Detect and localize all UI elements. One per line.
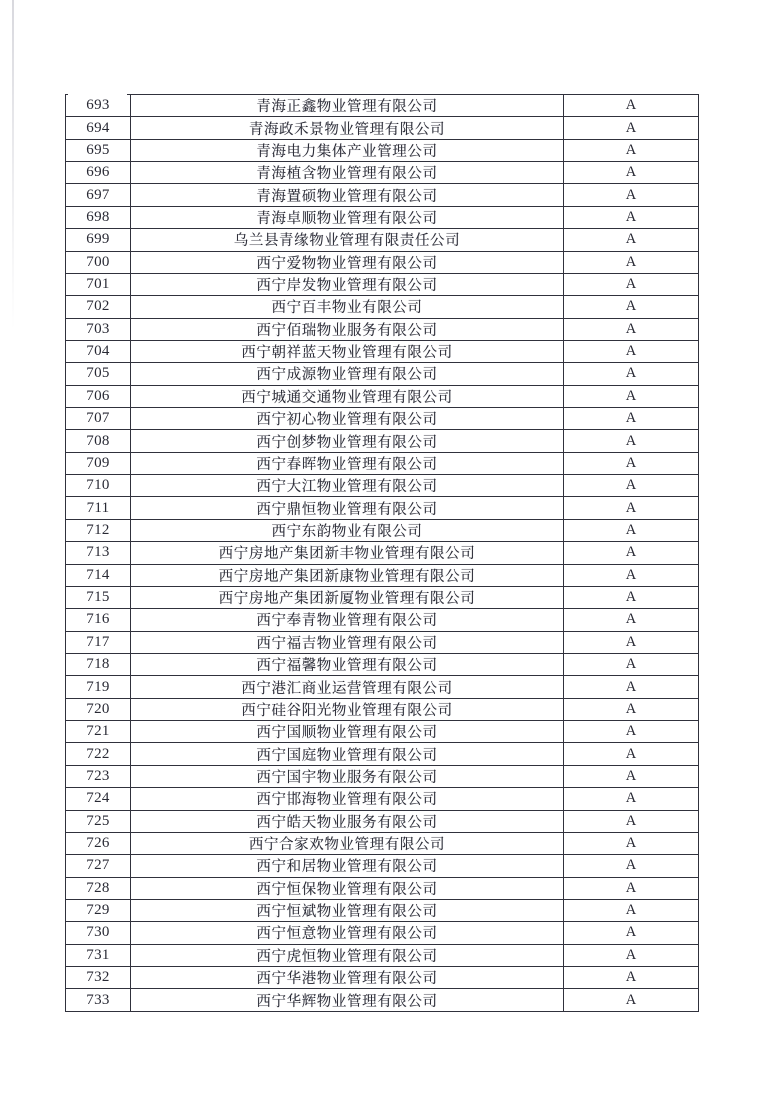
company-name-cell bbox=[131, 273, 564, 295]
grade-cell bbox=[564, 564, 699, 586]
table-row bbox=[66, 922, 699, 944]
company-name: 西宁国庭物业管理有限公司 bbox=[256, 747, 438, 764]
company-name-cell bbox=[131, 497, 564, 519]
company-name-cell bbox=[131, 832, 564, 854]
company-name: 青海卓顺物业管理有限公司 bbox=[256, 210, 438, 227]
grade-cell bbox=[564, 497, 699, 519]
company-name-cell bbox=[131, 475, 564, 497]
company-name-cell bbox=[131, 877, 564, 899]
table-row bbox=[66, 564, 699, 586]
company-name: 西宁佰瑞物业服务有限公司 bbox=[256, 322, 438, 339]
table-row bbox=[66, 765, 699, 787]
company-name: 西宁国宇物业服务有限公司 bbox=[256, 769, 438, 786]
company-name-cell bbox=[131, 519, 564, 541]
table-row bbox=[66, 273, 699, 295]
company-name-cell bbox=[131, 676, 564, 698]
row-number: 729 bbox=[86, 902, 110, 919]
company-name: 青海植含物业管理有限公司 bbox=[256, 166, 438, 183]
grade-cell bbox=[564, 452, 699, 474]
grade-cell bbox=[564, 206, 699, 228]
company-name: 乌兰县青缘物业管理有限责任公司 bbox=[233, 233, 461, 250]
grade-cell bbox=[564, 944, 699, 966]
table-row bbox=[66, 855, 699, 877]
row-number-cell bbox=[66, 989, 131, 1012]
table-row bbox=[66, 810, 699, 832]
grade-value: A bbox=[625, 700, 637, 717]
company-name-cell bbox=[131, 184, 564, 206]
row-number-cell bbox=[66, 408, 131, 430]
row-number-cell bbox=[66, 497, 131, 519]
row-number: 712 bbox=[86, 522, 110, 538]
grade-cell bbox=[564, 698, 699, 720]
grade-value: A bbox=[625, 611, 637, 628]
row-number-cell bbox=[66, 967, 131, 989]
table-row bbox=[66, 519, 699, 541]
company-name: 西宁房地产集团新康物业管理有限公司 bbox=[218, 568, 476, 585]
table-row bbox=[66, 609, 699, 631]
table-row bbox=[66, 385, 699, 407]
grade-value: A bbox=[625, 522, 637, 538]
row-number: 710 bbox=[86, 477, 110, 494]
row-number-cell bbox=[66, 653, 131, 675]
grade-value: A bbox=[625, 790, 637, 807]
table-row bbox=[66, 676, 699, 698]
table-row bbox=[66, 340, 699, 362]
grade-cell bbox=[564, 810, 699, 832]
table-row bbox=[66, 989, 699, 1012]
company-name-cell bbox=[131, 564, 564, 586]
company-name-cell bbox=[131, 653, 564, 675]
row-number-cell bbox=[66, 698, 131, 720]
row-number-cell bbox=[66, 184, 131, 206]
company-name-cell bbox=[131, 385, 564, 407]
company-name-cell bbox=[131, 922, 564, 944]
company-name-cell bbox=[131, 586, 564, 608]
company-name: 青海置硕物业管理有限公司 bbox=[256, 188, 438, 205]
table-row bbox=[66, 475, 699, 497]
row-number: 702 bbox=[86, 298, 110, 315]
company-name: 西宁成源物业管理有限公司 bbox=[256, 367, 438, 384]
row-number-cell bbox=[66, 542, 131, 564]
row-number-cell bbox=[66, 229, 131, 251]
row-number-cell bbox=[66, 475, 131, 497]
company-name-cell bbox=[131, 318, 564, 340]
row-number: 722 bbox=[86, 745, 110, 762]
company-name: 青海电力集体产业管理公司 bbox=[256, 143, 438, 160]
grade-value: A bbox=[625, 656, 637, 673]
grade-value: A bbox=[625, 969, 637, 986]
row-number-cell bbox=[66, 139, 131, 161]
table-row bbox=[66, 206, 699, 228]
table-row bbox=[66, 251, 699, 273]
grade-cell bbox=[564, 765, 699, 787]
company-name: 西宁岸发物业管理有限公司 bbox=[256, 278, 438, 295]
company-name: 西宁鼎恒物业管理有限公司 bbox=[256, 501, 438, 518]
row-number-cell bbox=[66, 95, 131, 117]
row-number: 704 bbox=[86, 343, 110, 360]
grade-value: A bbox=[625, 566, 637, 583]
grade-value: A bbox=[625, 97, 637, 114]
company-name: 西宁恒斌物业管理有限公司 bbox=[256, 904, 438, 921]
row-number-cell bbox=[66, 363, 131, 385]
table-row bbox=[66, 788, 699, 810]
company-name-cell bbox=[131, 162, 564, 184]
row-number-cell bbox=[66, 117, 131, 139]
grade-value: A bbox=[625, 946, 637, 963]
grade-cell bbox=[564, 229, 699, 251]
row-number: 701 bbox=[86, 276, 110, 293]
table-row bbox=[66, 542, 699, 564]
rating-table-body bbox=[66, 95, 699, 1012]
grade-value: A bbox=[625, 164, 637, 181]
company-name: 青海正鑫物业管理有限公司 bbox=[256, 99, 438, 116]
company-name: 西宁百丰物业有限公司 bbox=[271, 300, 423, 317]
grade-value: A bbox=[625, 924, 637, 941]
grade-cell bbox=[564, 586, 699, 608]
row-number: 725 bbox=[86, 812, 110, 829]
company-name: 西宁城通交通物业管理有限公司 bbox=[241, 389, 453, 406]
row-number-cell bbox=[66, 609, 131, 631]
grade-cell bbox=[564, 542, 699, 564]
table-row bbox=[66, 743, 699, 765]
row-number-cell bbox=[66, 452, 131, 474]
row-number: 698 bbox=[86, 208, 110, 225]
company-name: 西宁福馨物业管理有限公司 bbox=[256, 658, 438, 675]
row-number: 703 bbox=[86, 320, 110, 337]
grade-value: A bbox=[625, 633, 637, 650]
row-number: 706 bbox=[86, 387, 110, 404]
company-name-cell bbox=[131, 788, 564, 810]
table-row bbox=[66, 318, 699, 340]
table-row bbox=[66, 139, 699, 161]
grade-value: A bbox=[625, 835, 637, 852]
grade-cell bbox=[564, 273, 699, 295]
row-number-cell bbox=[66, 162, 131, 184]
company-name: 西宁和居物业管理有限公司 bbox=[256, 859, 438, 876]
company-name: 西宁硅谷阳光物业管理有限公司 bbox=[241, 702, 453, 719]
company-name: 西宁恒保物业管理有限公司 bbox=[256, 881, 438, 898]
company-name: 西宁奉青物业管理有限公司 bbox=[256, 613, 438, 630]
row-number-cell bbox=[66, 340, 131, 362]
company-name-cell bbox=[131, 296, 564, 318]
row-number: 728 bbox=[86, 879, 110, 896]
company-name: 西宁房地产集团新丰物业管理有限公司 bbox=[218, 546, 476, 563]
row-number: 693 bbox=[86, 97, 110, 114]
grade-value: A bbox=[625, 320, 637, 337]
row-number-cell bbox=[66, 631, 131, 653]
scan-artifact-line bbox=[12, 0, 14, 330]
table-row bbox=[66, 296, 699, 318]
company-name-cell bbox=[131, 989, 564, 1012]
row-number-cell bbox=[66, 832, 131, 854]
row-number: 694 bbox=[86, 119, 110, 136]
row-number-cell bbox=[66, 519, 131, 541]
grade-cell bbox=[564, 162, 699, 184]
company-name-cell bbox=[131, 810, 564, 832]
grade-value: A bbox=[625, 410, 637, 427]
company-name: 西宁东韵物业有限公司 bbox=[271, 524, 423, 540]
grade-cell bbox=[564, 519, 699, 541]
row-number-cell bbox=[66, 251, 131, 273]
grade-cell bbox=[564, 184, 699, 206]
row-number-cell bbox=[66, 810, 131, 832]
grade-value: A bbox=[625, 387, 637, 404]
row-number: 733 bbox=[86, 991, 110, 1008]
grade-cell bbox=[564, 743, 699, 765]
row-number: 732 bbox=[86, 969, 110, 986]
row-number: 713 bbox=[86, 544, 110, 561]
row-number: 720 bbox=[86, 700, 110, 717]
company-name-cell bbox=[131, 765, 564, 787]
company-name: 西宁合家欢物业管理有限公司 bbox=[248, 837, 446, 854]
grade-cell bbox=[564, 631, 699, 653]
grade-value: A bbox=[625, 499, 637, 516]
table-row bbox=[66, 430, 699, 452]
row-number-cell bbox=[66, 430, 131, 452]
table-row bbox=[66, 408, 699, 430]
grade-value: A bbox=[625, 991, 637, 1008]
company-name-cell bbox=[131, 95, 564, 117]
table-row bbox=[66, 363, 699, 385]
grade-cell bbox=[564, 117, 699, 139]
grade-value: A bbox=[625, 432, 637, 449]
company-name-cell bbox=[131, 139, 564, 161]
company-name-cell bbox=[131, 542, 564, 564]
grade-value: A bbox=[625, 119, 637, 136]
row-number-cell bbox=[66, 676, 131, 698]
company-name: 西宁初心物业管理有限公司 bbox=[256, 412, 438, 429]
row-number-cell bbox=[66, 944, 131, 966]
table-row bbox=[66, 452, 699, 474]
grade-cell bbox=[564, 721, 699, 743]
row-number: 708 bbox=[86, 432, 110, 449]
table-row bbox=[66, 586, 699, 608]
company-name: 西宁房地产集团新厦物业管理有限公司 bbox=[218, 591, 476, 608]
grade-cell bbox=[564, 139, 699, 161]
grade-cell bbox=[564, 922, 699, 944]
grade-cell bbox=[564, 609, 699, 631]
grade-value: A bbox=[625, 767, 637, 784]
company-name-cell bbox=[131, 743, 564, 765]
row-number: 721 bbox=[86, 723, 110, 740]
table-row bbox=[66, 967, 699, 989]
row-number: 727 bbox=[86, 857, 110, 874]
grade-value: A bbox=[625, 365, 637, 382]
row-number: 717 bbox=[86, 633, 110, 650]
grade-cell bbox=[564, 899, 699, 921]
company-name: 西宁虎恒物业管理有限公司 bbox=[256, 948, 438, 965]
grade-value: A bbox=[625, 589, 637, 606]
grade-cell bbox=[564, 251, 699, 273]
company-name: 西宁国顺物业管理有限公司 bbox=[256, 725, 438, 742]
row-number: 718 bbox=[86, 656, 110, 673]
company-name-cell bbox=[131, 363, 564, 385]
row-number: 696 bbox=[86, 164, 110, 181]
company-name-cell bbox=[131, 117, 564, 139]
grade-value: A bbox=[625, 231, 637, 248]
grade-value: A bbox=[625, 902, 637, 919]
table-row bbox=[66, 162, 699, 184]
company-name: 西宁大江物业管理有限公司 bbox=[256, 479, 438, 496]
table-row bbox=[66, 721, 699, 743]
company-name-cell bbox=[131, 229, 564, 251]
table-row bbox=[66, 877, 699, 899]
grade-value: A bbox=[625, 678, 637, 695]
grade-value: A bbox=[625, 298, 637, 315]
grade-value: A bbox=[625, 857, 637, 874]
grade-cell bbox=[564, 363, 699, 385]
grade-value: A bbox=[625, 208, 637, 225]
row-number: 705 bbox=[86, 365, 110, 382]
company-name: 西宁华港物业管理有限公司 bbox=[256, 971, 438, 988]
grade-cell bbox=[564, 296, 699, 318]
company-name-cell bbox=[131, 967, 564, 989]
company-name-cell bbox=[131, 899, 564, 921]
row-number-cell bbox=[66, 586, 131, 608]
grade-value: A bbox=[625, 343, 637, 360]
row-number: 700 bbox=[86, 253, 110, 270]
row-number-cell bbox=[66, 855, 131, 877]
row-number: 715 bbox=[86, 589, 110, 606]
company-name: 西宁春晖物业管理有限公司 bbox=[256, 456, 438, 473]
company-name-cell bbox=[131, 408, 564, 430]
table-row bbox=[66, 95, 699, 117]
grade-cell bbox=[564, 653, 699, 675]
company-name: 西宁港汇商业运营管理有限公司 bbox=[241, 680, 453, 697]
grade-cell bbox=[564, 318, 699, 340]
grade-cell bbox=[564, 95, 699, 117]
row-number: 716 bbox=[86, 611, 110, 628]
company-name-cell bbox=[131, 452, 564, 474]
row-number-cell bbox=[66, 721, 131, 743]
row-number-cell bbox=[66, 385, 131, 407]
company-name-cell bbox=[131, 721, 564, 743]
row-number: 711 bbox=[86, 499, 110, 516]
company-name-cell bbox=[131, 698, 564, 720]
grade-cell bbox=[564, 788, 699, 810]
grade-value: A bbox=[625, 723, 637, 740]
table-row bbox=[66, 631, 699, 653]
company-name: 西宁创梦物业管理有限公司 bbox=[256, 434, 438, 451]
grade-cell bbox=[564, 855, 699, 877]
row-number: 695 bbox=[86, 141, 110, 158]
grade-value: A bbox=[625, 879, 637, 896]
grade-cell bbox=[564, 989, 699, 1012]
row-number-cell bbox=[66, 318, 131, 340]
grade-value: A bbox=[625, 454, 637, 471]
company-name: 西宁恒意物业管理有限公司 bbox=[256, 926, 438, 943]
row-number-cell bbox=[66, 899, 131, 921]
grade-value: A bbox=[625, 812, 637, 829]
table-row bbox=[66, 229, 699, 251]
row-number: 731 bbox=[86, 946, 110, 963]
row-number: 697 bbox=[86, 186, 110, 203]
row-number: 699 bbox=[86, 231, 110, 248]
company-name: 西宁邯海物业管理有限公司 bbox=[256, 792, 438, 809]
company-name: 西宁朝祥蓝天物业管理有限公司 bbox=[241, 345, 453, 362]
grade-cell bbox=[564, 430, 699, 452]
row-number: 723 bbox=[86, 767, 110, 784]
table-row bbox=[66, 117, 699, 139]
grade-cell bbox=[564, 340, 699, 362]
company-name: 青海政禾景物业管理有限公司 bbox=[248, 121, 446, 138]
company-name: 西宁爱物物业管理有限公司 bbox=[256, 255, 438, 272]
row-number-cell bbox=[66, 765, 131, 787]
grade-cell bbox=[564, 385, 699, 407]
row-number: 724 bbox=[86, 790, 110, 807]
grade-value: A bbox=[625, 276, 637, 293]
grade-cell bbox=[564, 676, 699, 698]
row-number-cell bbox=[66, 273, 131, 295]
grade-cell bbox=[564, 877, 699, 899]
row-number-cell bbox=[66, 206, 131, 228]
grade-cell bbox=[564, 408, 699, 430]
row-number-cell bbox=[66, 877, 131, 899]
row-number: 707 bbox=[86, 410, 110, 427]
company-name-cell bbox=[131, 944, 564, 966]
table-row bbox=[66, 832, 699, 854]
company-name: 西宁福吉物业管理有限公司 bbox=[256, 635, 438, 652]
row-number: 709 bbox=[86, 454, 110, 471]
grade-cell bbox=[564, 832, 699, 854]
row-number-cell bbox=[66, 296, 131, 318]
table-row bbox=[66, 497, 699, 519]
grade-value: A bbox=[625, 745, 637, 762]
row-number: 730 bbox=[86, 924, 110, 941]
grade-value: A bbox=[625, 186, 637, 203]
company-name-cell bbox=[131, 251, 564, 273]
company-name-cell bbox=[131, 206, 564, 228]
company-name-cell bbox=[131, 855, 564, 877]
grade-value: A bbox=[625, 544, 637, 561]
row-number: 714 bbox=[86, 566, 110, 583]
company-name: 西宁皓天物业服务有限公司 bbox=[256, 814, 438, 831]
row-number-cell bbox=[66, 922, 131, 944]
row-number-cell bbox=[66, 788, 131, 810]
grade-cell bbox=[564, 967, 699, 989]
table-row bbox=[66, 944, 699, 966]
row-number-cell bbox=[66, 564, 131, 586]
company-name-cell bbox=[131, 340, 564, 362]
company-name-cell bbox=[131, 631, 564, 653]
grade-cell bbox=[564, 475, 699, 497]
row-number: 719 bbox=[86, 678, 110, 695]
company-name-cell bbox=[131, 609, 564, 631]
grade-value: A bbox=[625, 253, 637, 270]
row-number: 726 bbox=[86, 835, 110, 852]
row-number-cell bbox=[66, 743, 131, 765]
table-row bbox=[66, 899, 699, 921]
table-row bbox=[66, 698, 699, 720]
company-name: 西宁华辉物业管理有限公司 bbox=[256, 993, 438, 1010]
grade-value: A bbox=[625, 141, 637, 158]
company-rating-table bbox=[65, 94, 699, 1012]
company-name-cell bbox=[131, 430, 564, 452]
table-row bbox=[66, 184, 699, 206]
grade-value: A bbox=[625, 477, 637, 494]
table-row bbox=[66, 653, 699, 675]
